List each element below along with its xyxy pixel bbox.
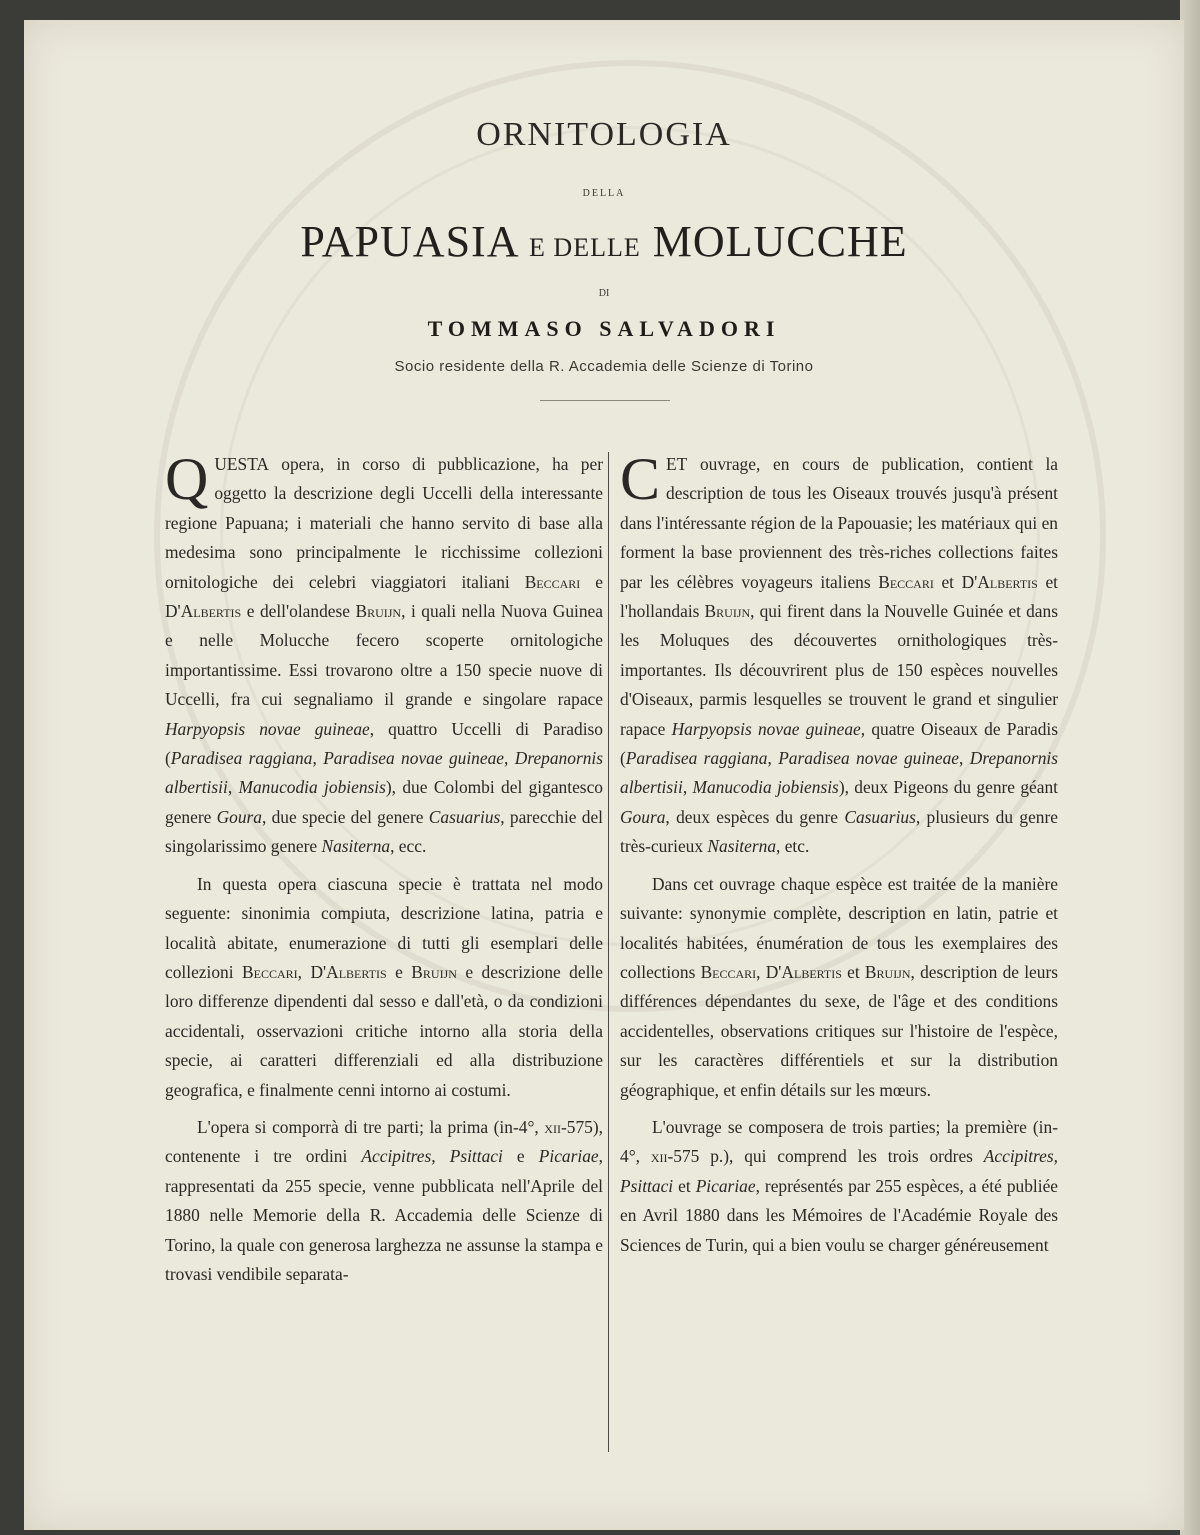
italian-paragraph-1: QUESTA opera, in corso di pubblicazione, ha per oggetto la descrizione degli Uccelli della interessante regione Papuana; i materiali che hanno servito di base alla medesima sono principalmente le ricchissime collezioni ornitologiche dei celebri viaggiatori italiani Beccari e D'Albertis e dell'olandese Bruijn, i quali nella Nuova Guinea e nelle Molucche fecero scoperte ornitologiche importantissime. Essi trovarono oltre a 150 specie nuove di Uccelli, fra cui segnaliamo il grande e singolare rapace Harpyopsis novae guineae, quattro Uccelli di Paradiso (Paradisea raggiana, Paradisea novae guineae, Drepanornis albertisii, Manucodia jobiensis), due Colombi del gigantesco genere Goura, due specie del genere Casuarius, parecchie del singolarissimo genere Nasiterna, ecc.	[165, 446, 604, 857]
dropcap-c: C	[620, 446, 661, 512]
title-rule	[540, 400, 670, 401]
author-affiliation: Socio residente della R. Accademia delle Scienze di Torino	[394, 358, 814, 375]
italian-paragraph-2: In questa opera ciascuna specie è trattata nel modo seguente: sinonimia compiuta, descrizione latina, patria e località abitate, enumerazione di tutti gli esemplari delle collezioni Beccari, D'Albertis e Bruijn e descrizione delle loro differenze dipendenti dal sesso e dall'età, o da condizioni accidentali, osservazioni critiche intorno alla storia della specie, ai caratteri differenziali ed alla distribuzione geografica, e finalmente cenni intorno ai costumi.	[165, 873, 603, 1100]
italian-column	[165, 446, 604, 1289]
author-name: TOMMASO SALVADORI	[427, 316, 781, 341]
document-page	[24, 20, 1184, 1530]
subtitle-papuasia: PAPUASIA	[300, 217, 518, 266]
subtitle-molucche: MOLUCCHE	[652, 217, 908, 266]
french-column	[620, 446, 1059, 1260]
title-di: DI	[598, 288, 610, 299]
title-ornitologia: ORNITOLOGIA	[476, 116, 732, 153]
title-della: DELLA	[582, 188, 626, 199]
italian-paragraph-3: L'opera si comporrà di tre parti; la prima (in-4°, xii-575), contenente i tre ordini Accipitres, Psittaci e Picariae, rappresentati da 255 specie, venne pubblicata nell'Aprile del 1880 nelle Memorie della R. Accademia delle Scienze di Torino, la quale con generosa larghezza ne assunse la stampa e trovasi vendibile separata-	[165, 1116, 603, 1284]
subtitle-e-delle: E DELLE	[529, 233, 641, 262]
french-paragraph-1: CET ouvrage, en cours de publication, contient la description de tous les Oiseaux trouvés jusqu'à présent dans l'intéressante région de la Papouasie; les matériaux qui en forment la base proviennent des très-riches collections faites par les célèbres voyageurs italiens Beccari et D'Albertis et l'hollandais Bruijn, qui firent dans la Nouvelle Guinée et dans les Moluques des découvertes ornithologiques très-importantes. Ils découvrirent plus de 150 espèces nouvelles d'Oiseaux, parmis lesquelles se trouvent le grand et singulier rapace Harpyopsis novae guineae, quatre Oiseaux de Paradis (Paradisea raggiana, Paradisea novae guineae, Drepanornis albertisii, Manucodia jobiensis), deux Pigeons du genre géant Goura, deux espèces du genre Casuarius, plusieurs du genre très-curieux Nasiterna, etc.	[620, 446, 1059, 857]
column-divider	[608, 452, 609, 1452]
subtitle	[24, 216, 1184, 267]
french-paragraph-3: L'ouvrage se composera de trois parties; la première (in-4°, xii-575 p.), qui comprend les trois ordres Accipitres, Psittaci et Picariae, représentés par 255 espèces, a été publiée en Avril 1880 dans les Mémoires de l'Académie Royale des Sciences de Turin, qui a bien voulu se charger généreusement	[620, 1116, 1059, 1255]
dropcap-q: Q	[165, 446, 209, 512]
french-paragraph-2: Dans cet ouvrage chaque espèce est traitée de la manière suivante: synonymie complète, description en latin, patrie et localités habitées, énumération de tous les exemplaires des collections Beccari, D'Albertis et Bruijn, description de leurs différences dépendantes du sexe, de l'âge et des conditions accidentelles, observations critiques sur l'histoire de l'espèce, sur les caractères différentiels et sur la distribution géographique, et enfin détails sur les mœurs.	[620, 873, 1059, 1100]
